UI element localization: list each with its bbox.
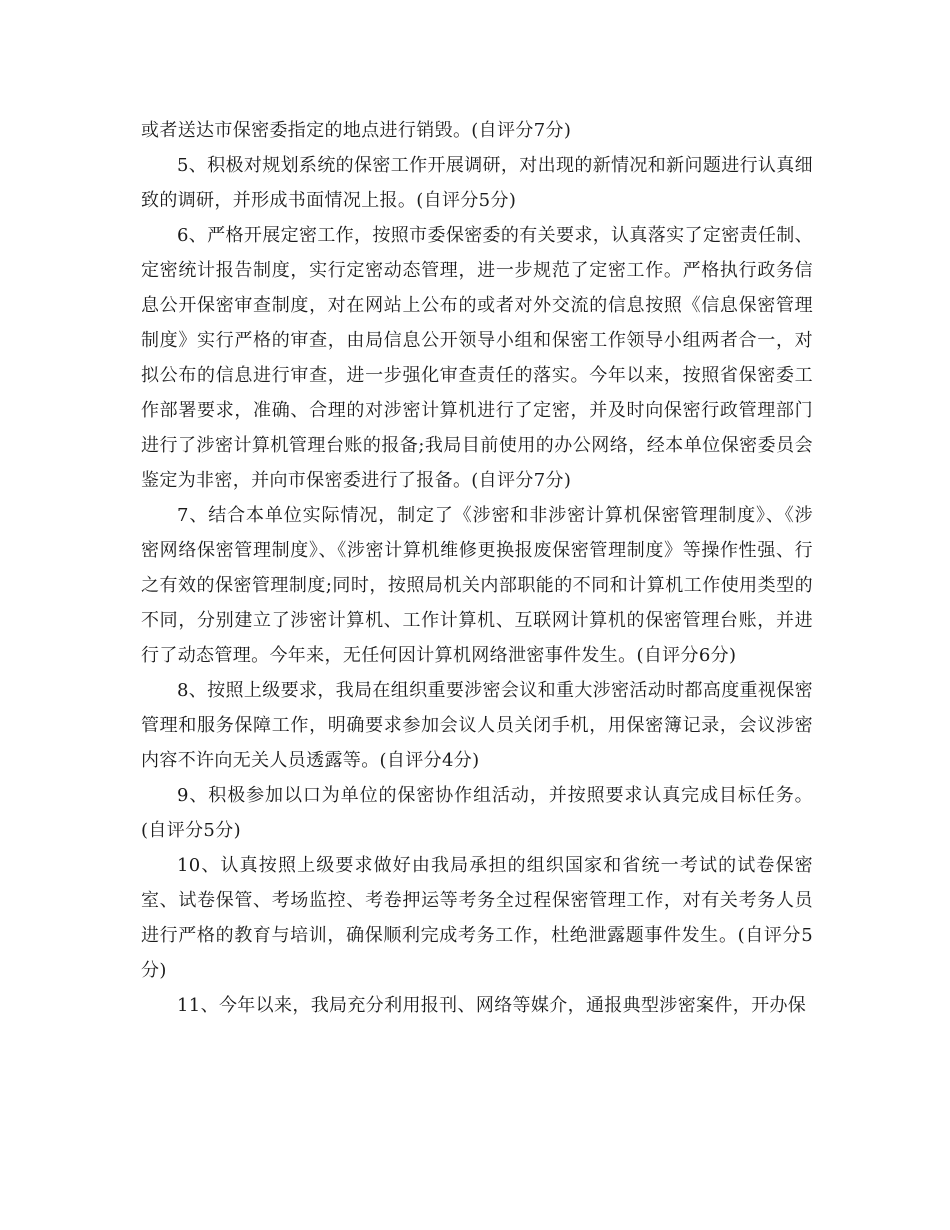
paragraph-item-11: 11、今年以来，我局充分利用报刊、网络等媒介，通报典型涉密案件，开办保 (177, 995, 807, 1016)
document-body (141, 113, 813, 1023)
paragraph-item-6: 6、严格开展定密工作，按照市委保密委的有关要求，认真落实了定密责任制、定密统计报告制度，实行定密动态管理，进一步规范了定密工作。严格执行政务信息公开保密审查制度，对在网站上公布的或者对外交流的信息按照《信息保密管理制度》实行严格的审查，由局信息公开领导小组和保密工作领导小组两者合一，对拟公布的信息进行审查，进一步强化审查责任的落实。今年以来，按照省保密委工作部署要求，准确、合理的对涉密计算机进行了定密，并及时向保密行政管理部门进行了涉密计算机管理台账的报备;我局目前使用的办公网络，经本单位保密委员会鉴定为非密，并向市保密委进行了报备。(自评分7分) (141, 225, 813, 491)
paragraph-item-7: 7、结合本单位实际情况，制定了《涉密和非涉密计算机保密管理制度》、《涉密网络保密管理制度》、《涉密计算机维修更换报废保密管理制度》等操作性强、行之有效的保密管理制度;同时，按照局机关内部职能的不同和计算机工作使用类型的不同，分别建立了涉密计算机、工作计算机、互联网计算机的保密管理台账，并进行了动态管理。今年来，无任何因计算机网络泄密事件发生。(自评分6分) (141, 505, 813, 666)
paragraph-item-9: 9、积极参加以口为单位的保密协作组活动，并按照要求认真完成目标任务。(自评分5分) (141, 785, 813, 841)
paragraph-item-10: 10、认真按照上级要求做好由我局承担的组织国家和省统一考试的试卷保密室、试卷保管、考场监控、考卷押运等考务全过程保密管理工作，对有关考务人员进行严格的教育与培训，确保顺利完成考务工作，杜绝泄露题事件发生。(自评分5分) (141, 855, 813, 981)
paragraph-item-8: 8、按照上级要求，我局在组织重要涉密会议和重大涉密活动时都高度重视保密管理和服务保障工作，明确要求参加会议人员关闭手机，用保密簿记录，会议涉密内容不许向无关人员透露等。(自评分4分) (141, 680, 813, 771)
paragraph-item-5: 5、积极对规划系统的保密工作开展调研，对出现的新情况和新问题进行认真细致的调研，并形成书面情况上报。(自评分5分) (141, 155, 813, 211)
paragraph-continued-7: 或者送达市保密委指定的地点进行销毁。(自评分7分) (141, 120, 572, 141)
